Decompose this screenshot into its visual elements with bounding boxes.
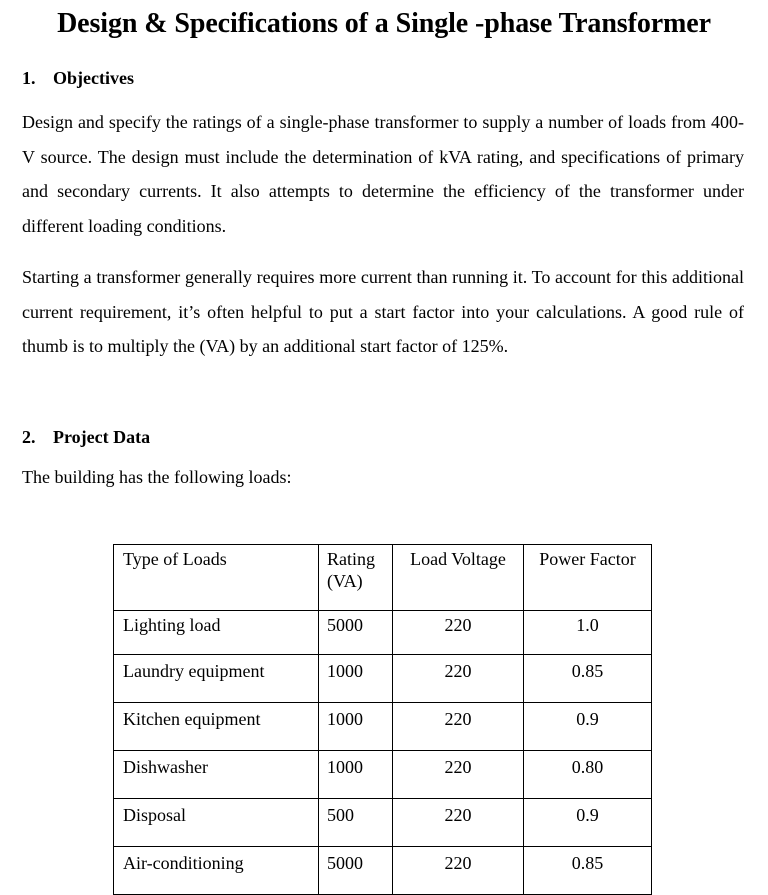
section-number: 1. [22,68,36,88]
header-rating: Rating (VA) [319,545,393,611]
cell-power-factor: 0.9 [524,703,652,751]
cell-rating: 1000 [319,751,393,799]
section-heading-objectives [22,68,134,89]
project-data-intro: The building has the following loads: [22,467,292,487]
cell-power-factor: 0.85 [524,655,652,703]
header-power-factor: Power Factor [524,545,652,611]
section-heading-project-data [22,427,150,448]
cell-voltage: 220 [393,847,524,895]
table-row [114,611,652,655]
cell-rating: 1000 [319,655,393,703]
cell-voltage: 220 [393,611,524,655]
section-heading-text: Objectives [53,68,134,88]
cell-voltage: 220 [393,655,524,703]
cell-rating: 1000 [319,703,393,751]
cell-voltage: 220 [393,703,524,751]
cell-power-factor: 0.80 [524,751,652,799]
header-type-of-loads: Type of Loads [114,545,319,611]
cell-rating: 5000 [319,611,393,655]
cell-voltage: 220 [393,799,524,847]
header-load-voltage: Load Voltage [393,545,524,611]
table-header-row [114,545,652,611]
section-heading-text: Project Data [53,427,151,447]
cell-voltage: 220 [393,751,524,799]
cell-rating: 5000 [319,847,393,895]
table-row [114,847,652,895]
objectives-paragraph-2: Starting a transformer generally requires more current than running it. To account for this additional current requirement, it’s often helpful to put a start factor into your calculations. A good rule of thumb is to multiply the (VA) by an additional start factor of 125%. [22,267,744,356]
cell-power-factor: 0.85 [524,847,652,895]
cell-load-type: Dishwasher [114,751,319,799]
table-row [114,799,652,847]
section-number: 2. [22,427,36,447]
cell-rating: 500 [319,799,393,847]
cell-load-type: Air-conditioning [114,847,319,895]
cell-load-type: Disposal [114,799,319,847]
objectives-paragraph-1: Design and specify the ratings of a single-phase transformer to supply a number of loads from 400-V source. The design must include the determination of kVA rating, and specifications of primary and secondary currents. It also attempts to determine the efficiency of the transformer under different loading conditions. [22,112,744,236]
page-title: Design & Specifications of a Single -phase Transformer [57,8,711,39]
loads-table [113,544,652,895]
cell-load-type: Lighting load [114,611,319,655]
table-row [114,751,652,799]
cell-load-type: Laundry equipment [114,655,319,703]
table-row [114,703,652,751]
table-row [114,655,652,703]
cell-power-factor: 1.0 [524,611,652,655]
cell-load-type: Kitchen equipment [114,703,319,751]
cell-power-factor: 0.9 [524,799,652,847]
